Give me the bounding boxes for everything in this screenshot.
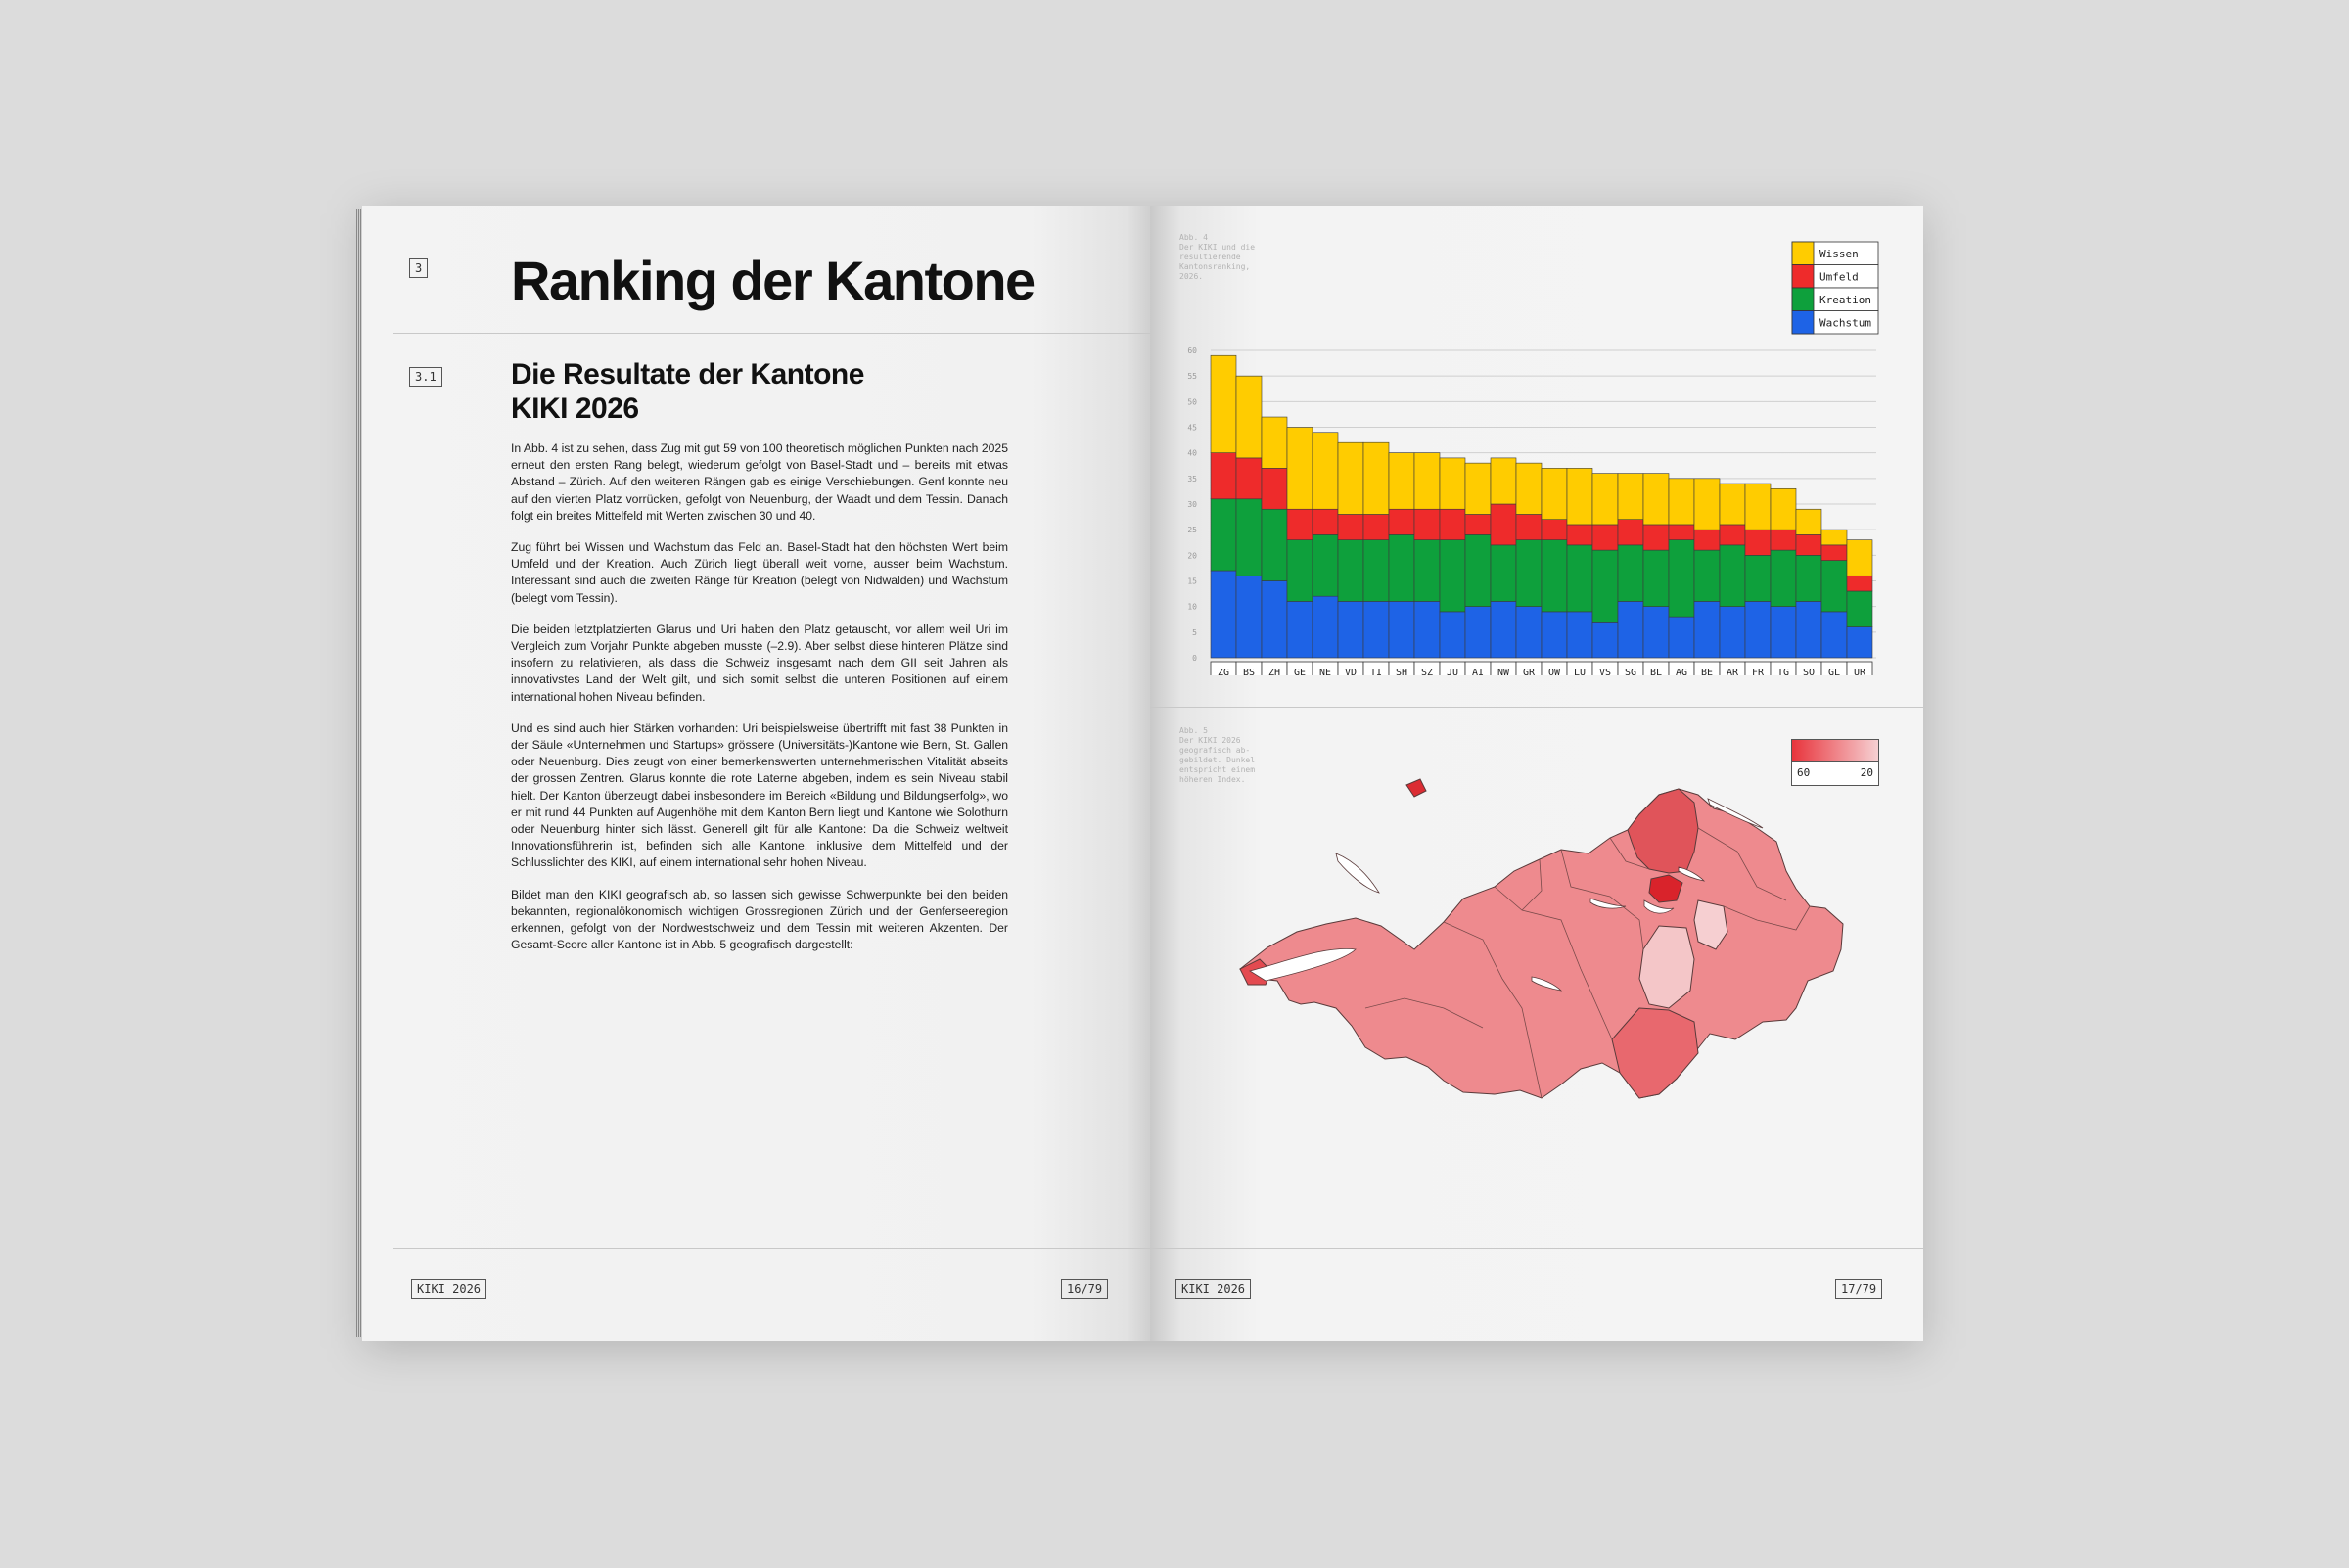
bar-segment-wachstum [1643, 474, 1669, 525]
paragraph: In Abb. 4 ist zu sehen, dass Zug mit gut 59 von 100 theoretisch möglichen Punkten nach 2025 erneut den ersten Rang belegt, wiederum gefolgt von Basel-Stadt und – bereits mit etwas Abstand – Zürich. Auf den weiteren Rängen gab es einige Verschiebungen. Genf konnte neu auf den vierten Platz vorrücken, gefolgt von Neuenburg, der Waadt und dem Tessin. Danach folgt ein breites Mittelfeld mit Werten zwischen 30 und 40. [511, 441, 1008, 523]
bar-segment-wachstum [1440, 458, 1465, 509]
divider [1150, 707, 1923, 708]
stacked-bar-chart [1150, 206, 1923, 675]
bar-segment-wissen [1821, 612, 1847, 658]
bar-segment-wissen [1771, 607, 1796, 658]
x-tick-label: SO [1802, 668, 1816, 675]
caption-line: geografisch ab- [1179, 746, 1251, 755]
bar-segment-wachstum [1592, 474, 1618, 525]
bar-segment-kreation [1440, 509, 1465, 539]
bar-segment-kreation [1465, 514, 1491, 534]
x-tick-label: BL [1649, 668, 1663, 675]
y-tick-label: 5 [1192, 627, 1197, 637]
bar-segment-umfeld [1491, 545, 1516, 602]
legend-swatch [1792, 311, 1814, 335]
bar-segment-wachstum [1796, 509, 1821, 534]
bar-segment-umfeld [1211, 499, 1236, 571]
legend-swatch [1792, 242, 1814, 265]
bar-segment-kreation [1771, 530, 1796, 550]
bar-segment-wissen [1720, 607, 1745, 658]
bar-segment-umfeld [1338, 540, 1363, 602]
bar-segment-umfeld [1643, 550, 1669, 607]
bar-segment-umfeld [1618, 545, 1643, 602]
bar-segment-kreation [1313, 509, 1338, 534]
paragraph: Die beiden letztplatzierten Glarus und Uri haben den Platz getauscht, vor allem weil Uri im Vergleich zum Vorjahr Punkte abgeben musste (–2.9). Aber selbst diese hinteren Plätze sind insofern zu relativieren, als dass die Schweiz insgesamt nach dem GII seit Jahren als innovativstes Land der Welt gilt, und sich somit selbst die unteren Positionen auf einem international hohen Niveau befinden. [511, 622, 1008, 704]
page-number: 17/79 [1835, 1279, 1882, 1299]
y-tick-label: 30 [1187, 500, 1197, 509]
bar-segment-kreation [1669, 525, 1694, 540]
bar-segment-kreation [1542, 520, 1567, 540]
bar-segment-wachstum [1618, 474, 1643, 520]
y-tick-label: 50 [1187, 397, 1197, 407]
bar-segment-wachstum [1847, 540, 1872, 576]
bar-segment-kreation [1287, 509, 1313, 539]
bar-segment-wachstum [1363, 442, 1389, 514]
bar-segment-umfeld [1236, 499, 1262, 576]
bar-segment-umfeld [1567, 545, 1592, 612]
subsection-title [511, 357, 922, 426]
map-outline [1240, 789, 1843, 1098]
bar-segment-wachstum [1465, 463, 1491, 514]
bar-segment-umfeld [1440, 540, 1465, 612]
bar-segment-kreation [1745, 530, 1771, 555]
bar-segment-wissen [1516, 607, 1542, 658]
bar-segment-kreation [1236, 458, 1262, 499]
x-tick-label: VS [1598, 668, 1612, 675]
bar-segment-wachstum [1542, 468, 1567, 519]
x-tick-label: BS [1242, 668, 1256, 675]
bar-segment-umfeld [1720, 545, 1745, 607]
x-tick-label: FR [1751, 668, 1765, 675]
x-tick-label: UR [1853, 668, 1866, 675]
x-tick-label: SG [1624, 668, 1637, 675]
x-tick-label: ZG [1217, 668, 1230, 675]
bar-segment-wissen [1287, 601, 1313, 658]
bar-segment-kreation [1491, 504, 1516, 545]
x-tick-label: TG [1776, 668, 1790, 675]
x-tick-label: GR [1522, 668, 1536, 675]
bar-segment-wachstum [1720, 484, 1745, 525]
x-tick-label: SH [1395, 668, 1408, 675]
bar-segment-umfeld [1262, 509, 1287, 580]
caption-line: Der KIKI 2026 [1179, 736, 1241, 745]
bar-segment-wachstum [1669, 479, 1694, 525]
bar-segment-kreation [1414, 509, 1440, 539]
bar-segment-kreation [1211, 453, 1236, 499]
bar-segment-kreation [1516, 514, 1542, 539]
bar-segment-kreation [1796, 534, 1821, 555]
bar-segment-wissen [1669, 617, 1694, 658]
bar-segment-wachstum [1745, 484, 1771, 530]
bar-segment-wissen [1389, 601, 1414, 658]
bar-segment-kreation [1389, 509, 1414, 534]
bar-segment-wissen [1211, 571, 1236, 658]
y-tick-label: 25 [1187, 526, 1197, 535]
legend-label: Umfeld [1819, 270, 1859, 284]
right-page [1150, 206, 1923, 1341]
bar-segment-kreation [1592, 525, 1618, 550]
bar-segment-wachstum [1516, 463, 1542, 514]
bar-segment-wachstum [1211, 355, 1236, 452]
bar-segment-wachstum [1771, 488, 1796, 530]
y-tick-label: 20 [1187, 551, 1197, 561]
bar-segment-umfeld [1694, 550, 1720, 601]
bar-segment-wissen [1338, 601, 1363, 658]
y-tick-label: 60 [1187, 346, 1197, 355]
y-tick-label: 35 [1187, 474, 1197, 484]
subtitle-line-2: KIKI 2026 [511, 392, 639, 425]
bar-segment-kreation [1821, 545, 1847, 561]
bar-segment-umfeld [1542, 540, 1567, 612]
bar-segment-umfeld [1465, 534, 1491, 606]
footer-label: KIKI 2026 [1175, 1279, 1251, 1299]
bar-segment-kreation [1643, 525, 1669, 550]
x-tick-label: AR [1726, 668, 1739, 675]
x-tick-label: GL [1827, 668, 1841, 675]
caption-line: Der KIKI und die [1179, 243, 1256, 252]
x-tick-label: VD [1344, 668, 1358, 675]
caption-line: gebildet. Dunkel [1179, 756, 1256, 764]
bar-segment-wissen [1414, 601, 1440, 658]
bar-segment-wissen [1592, 622, 1618, 658]
bar-segment-wissen [1618, 601, 1643, 658]
caption-line: resultierende [1179, 253, 1241, 261]
y-tick-label: 45 [1187, 423, 1197, 433]
x-tick-label: ZH [1267, 668, 1281, 675]
map-basel [1406, 779, 1426, 797]
x-tick-label: NE [1318, 668, 1332, 675]
bar-segment-umfeld [1745, 555, 1771, 601]
paragraph: Bildet man den KIKI geografisch ab, so lassen sich gewisse Schwerpunkte bei den beiden bekannten, regionalökonomisch wichtigen Grossregionen Zürich und der Genferseeregion erkennen, gefolgt von der Nordwestschweiz und dem Tessin mit weiteren Akzenten. Der Gesamt-Score aller Kantone ist in Abb. 5 geografisch dargestellt: [511, 887, 1008, 952]
bar-segment-wissen [1847, 627, 1872, 658]
y-tick-label: 40 [1187, 448, 1197, 458]
bar-segment-umfeld [1592, 550, 1618, 622]
bar-segment-umfeld [1287, 540, 1313, 602]
section-number: 3 [409, 258, 428, 278]
paragraph: Und es sind auch hier Stärken vorhanden: Uri beispielsweise übertrifft mit fast 38 Punkten in der Säule «Unternehmen und Startups» grössere (Universitäts-)Kantone wie Bern, St. Gallen oder Neuenburg. Dies zeugt von einer bemerkenswerten unternehmerischen Vitalität abseits der grossen Zentren. Glarus konnte die rote Laterne abgeben, indem es sein Niveau stabil hielt. Der Kanton überzeugt dabei insbesondere im Bereich «Bildung und Bildungserfolg», wo er mit rund 44 Punkten auf Augenhöhe mit dem Kanton Bern liegt und Kantone wie Solothurn oder Neuenburg hinter sich lässt. Generell gilt für alle Kantone: Da die Schweiz weltweit Innovationsführerin ist, befinden sich alle Kantone, inklusive dem Mittelfeld und der Schlusslichter des KIKI, auf einem international sehr hohen Niveau. [511, 720, 1008, 870]
bar-segment-wachstum [1262, 417, 1287, 468]
bar-segment-kreation [1338, 514, 1363, 539]
bar-segment-wissen [1440, 612, 1465, 658]
x-tick-label: AG [1675, 668, 1688, 675]
y-tick-label: 0 [1192, 654, 1197, 663]
bar-segment-umfeld [1847, 591, 1872, 627]
bar-segment-umfeld [1821, 561, 1847, 612]
bar-segment-wachstum [1389, 453, 1414, 510]
bar-segment-kreation [1363, 514, 1389, 539]
bar-segment-umfeld [1414, 540, 1440, 602]
bar-segment-wachstum [1567, 468, 1592, 525]
footer-divider [393, 1248, 1150, 1249]
bar-segment-wachstum [1694, 479, 1720, 530]
bar-segment-wissen [1313, 596, 1338, 658]
page-number: 16/79 [1061, 1279, 1108, 1299]
bar-segment-wissen [1643, 607, 1669, 658]
paragraph: Zug führt bei Wissen und Wachstum das Feld an. Basel-Stadt hat den höchsten Wert beim Umfeld und der Kreation. Auch Zürich liegt überall weit vorne, ausser beim Wachstum. Interessant sind auch die zweiten Ränge für Kreation (belegt von Nidwalden) und Wachstum (belegt vom Tessin). [511, 540, 1008, 605]
caption-line: 2026. [1179, 272, 1204, 281]
bar-segment-umfeld [1669, 540, 1694, 618]
footer-divider [1150, 1248, 1923, 1249]
caption-line: höheren Index. [1179, 775, 1246, 784]
bar-segment-wachstum [1338, 442, 1363, 514]
bar-segment-wissen [1236, 576, 1262, 658]
bar-segment-kreation [1847, 576, 1872, 591]
bar-segment-wissen [1465, 607, 1491, 658]
bar-segment-umfeld [1389, 534, 1414, 601]
bar-segment-wachstum [1821, 530, 1847, 545]
bar-segment-wissen [1491, 601, 1516, 658]
caption-line: Abb. 4 [1179, 233, 1208, 242]
caption-line: entspricht einem [1179, 765, 1256, 774]
x-tick-label: SZ [1420, 668, 1434, 675]
bar-segment-wissen [1745, 601, 1771, 658]
subsection-number: 3.1 [409, 367, 442, 387]
legend-label: Wissen [1819, 248, 1859, 260]
bar-segment-umfeld [1771, 550, 1796, 607]
x-tick-label: OW [1547, 668, 1561, 675]
x-tick-label: GE [1293, 668, 1307, 675]
legend-label: Kreation [1819, 294, 1871, 306]
x-tick-label: NW [1497, 668, 1510, 675]
legend-label: Wachstum [1819, 316, 1871, 330]
bar-segment-wissen [1262, 581, 1287, 659]
bar-segment-wachstum [1414, 453, 1440, 510]
y-tick-label: 15 [1187, 576, 1197, 586]
footer-label: KIKI 2026 [411, 1279, 486, 1299]
x-tick-label: TI [1369, 668, 1383, 675]
legend-swatch [1792, 265, 1814, 289]
bar-segment-wachstum [1313, 433, 1338, 510]
divider [393, 333, 1150, 334]
bar-segment-wissen [1567, 612, 1592, 658]
page-title: Ranking der Kantone [511, 250, 1035, 311]
bar-segment-umfeld [1313, 534, 1338, 596]
caption-line: Kantonsranking, [1179, 262, 1251, 271]
bar-segment-kreation [1567, 525, 1592, 545]
bar-segment-wissen [1796, 601, 1821, 658]
bar-segment-kreation [1694, 530, 1720, 550]
bar-segment-umfeld [1516, 540, 1542, 607]
bar-segment-wachstum [1491, 458, 1516, 504]
bar-segment-wissen [1694, 601, 1720, 658]
bar-segment-wissen [1542, 612, 1567, 658]
body-text [511, 440, 1008, 968]
bar-segment-wissen [1363, 601, 1389, 658]
x-tick-label: JU [1446, 668, 1459, 675]
bar-segment-umfeld [1796, 555, 1821, 601]
y-tick-label: 55 [1187, 372, 1197, 382]
legend-swatch [1792, 288, 1814, 311]
bar-segment-kreation [1720, 525, 1745, 545]
x-tick-label: BE [1700, 668, 1714, 675]
caption-line: Abb. 5 [1179, 726, 1208, 735]
bar-segment-wachstum [1287, 428, 1313, 510]
bar-segment-kreation [1262, 468, 1287, 509]
subtitle-line-1: Die Resultate der Kantone [511, 358, 864, 391]
left-page [362, 206, 1150, 1341]
map-legend-low: 20 [1860, 766, 1873, 779]
bar-segment-kreation [1618, 520, 1643, 545]
map-legend-high: 60 [1797, 766, 1811, 779]
x-tick-label: LU [1573, 668, 1587, 675]
bar-segment-umfeld [1363, 540, 1389, 602]
y-tick-label: 10 [1187, 602, 1197, 612]
x-tick-label: AI [1471, 668, 1485, 675]
bar-segment-wachstum [1236, 376, 1262, 458]
switzerland-map [1150, 715, 1923, 1223]
